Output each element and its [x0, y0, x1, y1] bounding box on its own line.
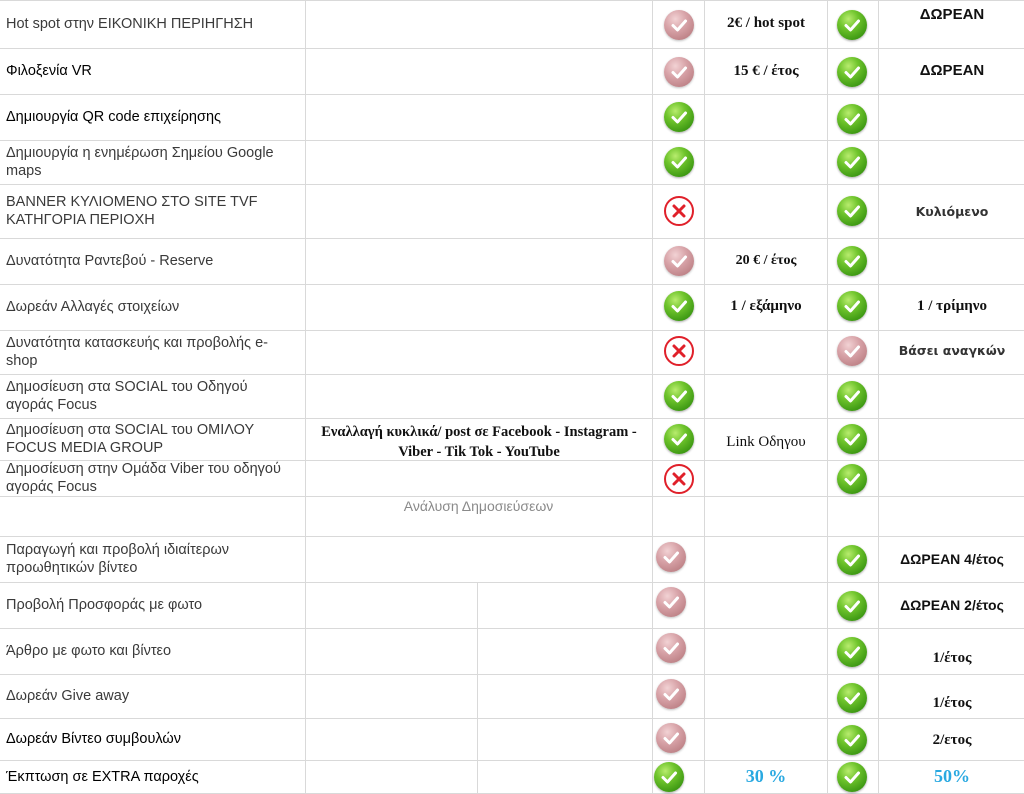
- feature-label: Δημοσίευση στην Ομάδα Viber του οδηγού αγοράς Focus: [6, 461, 281, 495]
- check-icon: [664, 381, 694, 411]
- feature-label: Δωρεάν Give away: [6, 688, 130, 704]
- premium-value: Βάσει αναγκών: [898, 343, 1006, 358]
- feature-label: Δημοσίευση στα SOCIAL του ΟΜΙΛΟΥ FOCUS MEDIA GROUP: [6, 422, 254, 456]
- basic-value: 2€ / hot spot: [727, 15, 805, 31]
- check-icon: [837, 545, 867, 575]
- premium-value: Κυλιόμενο: [915, 204, 989, 219]
- cross-icon: [664, 336, 694, 366]
- premium-value: ΔΩΡΕΑΝ 2/έτος: [900, 597, 1004, 613]
- check-icon: [837, 147, 867, 177]
- basic-value: 15 € / έτος: [733, 63, 799, 79]
- check-icon: [837, 637, 867, 667]
- feature-label: Δημιουργία η ενημέρωση Σημείου Google maps: [6, 145, 274, 179]
- check-icon: [837, 57, 867, 87]
- feature-label: Φιλοξενία VR: [6, 63, 92, 79]
- check-icon: [837, 196, 867, 226]
- feature-label: BANNER ΚΥΛΙΟΜΕΝΟ ΣΤΟ SITE TVF ΚΑΤΗΓΟΡΙΑ ΠΕΡΙΟΧΗ: [6, 194, 258, 228]
- check-icon: [664, 424, 694, 454]
- premium-value: ΔΩΡΕΑΝ: [919, 6, 985, 23]
- feature-label: Δωρεάν Αλλαγές στοιχείων: [6, 299, 180, 315]
- premium-discount: 50%: [934, 766, 970, 786]
- basic-value: 20 € / έτος: [735, 253, 797, 268]
- check-icon: [654, 762, 684, 792]
- check-icon: [664, 147, 694, 177]
- feature-label: Δυνατότητα κατασκευής και προβολής e-shop: [6, 335, 268, 369]
- premium-value: ΔΩΡΕΑΝ: [919, 62, 985, 79]
- check-faded-icon: [656, 679, 686, 709]
- premium-value: 1/έτος: [932, 695, 972, 711]
- premium-value: ΔΩΡΕΑΝ 4/έτος: [900, 551, 1004, 567]
- premium-value: 1/έτος: [932, 650, 972, 666]
- feature-label: Προβολή Προσφοράς με φωτο: [6, 597, 203, 613]
- check-faded-icon: [664, 10, 694, 40]
- check-faded-icon: [664, 57, 694, 87]
- check-faded-icon: [656, 633, 686, 663]
- cross-icon: [664, 464, 694, 494]
- check-icon: [837, 464, 867, 494]
- middle-note: Εναλλαγή κυκλικά/ post σε Facebook - Instagram - Viber - Tik Tok - YouTube: [321, 424, 637, 460]
- check-icon: [837, 381, 867, 411]
- feature-label: Έκπτωση σε EXTRA παροχές: [6, 768, 199, 785]
- check-icon: [837, 246, 867, 276]
- basic-value: 1 / εξάμηνο: [730, 298, 802, 314]
- basic-value: Link Οδηγου: [726, 434, 806, 450]
- check-faded-icon: [656, 587, 686, 617]
- feature-label: Δωρεάν Βίντεο συμβουλών: [6, 731, 181, 747]
- section-title: Ανάλυση Δημοσιεύσεων: [403, 498, 554, 514]
- check-icon: [837, 683, 867, 713]
- check-icon: [837, 291, 867, 321]
- feature-label: Hot spot στην ΕΙΚΟΝΙΚΗ ΠΕΡΙΗΓΗΣΗ: [6, 16, 254, 32]
- check-icon: [664, 291, 694, 321]
- check-faded-icon: [656, 542, 686, 572]
- check-icon: [837, 762, 867, 792]
- premium-value: 1 / τρίμηνο: [917, 298, 987, 314]
- cross-icon: [664, 196, 694, 226]
- premium-value: 2/ετος: [932, 732, 972, 748]
- feature-label: Δυνατότητα Ραντεβού - Reserve: [6, 253, 214, 269]
- feature-label: Δημιουργία QR code επιχείρησης: [6, 109, 222, 125]
- check-icon: [837, 591, 867, 621]
- basic-discount: 30 %: [745, 766, 787, 786]
- check-icon: [837, 725, 867, 755]
- check-faded-icon: [656, 723, 686, 753]
- check-icon: [664, 102, 694, 132]
- check-icon: [837, 10, 867, 40]
- check-faded-icon: [837, 336, 867, 366]
- feature-label: Παραγωγή και προβολή ιδιαίτερων προωθητικών βίντεο: [6, 542, 230, 576]
- check-icon: [837, 104, 867, 134]
- check-icon: [837, 424, 867, 454]
- feature-label: Δημοσίευση στα SOCIAL του Οδηγού αγοράς Focus: [6, 379, 248, 413]
- check-faded-icon: [664, 246, 694, 276]
- feature-label: Άρθρο με φωτο και βίντεο: [6, 643, 172, 659]
